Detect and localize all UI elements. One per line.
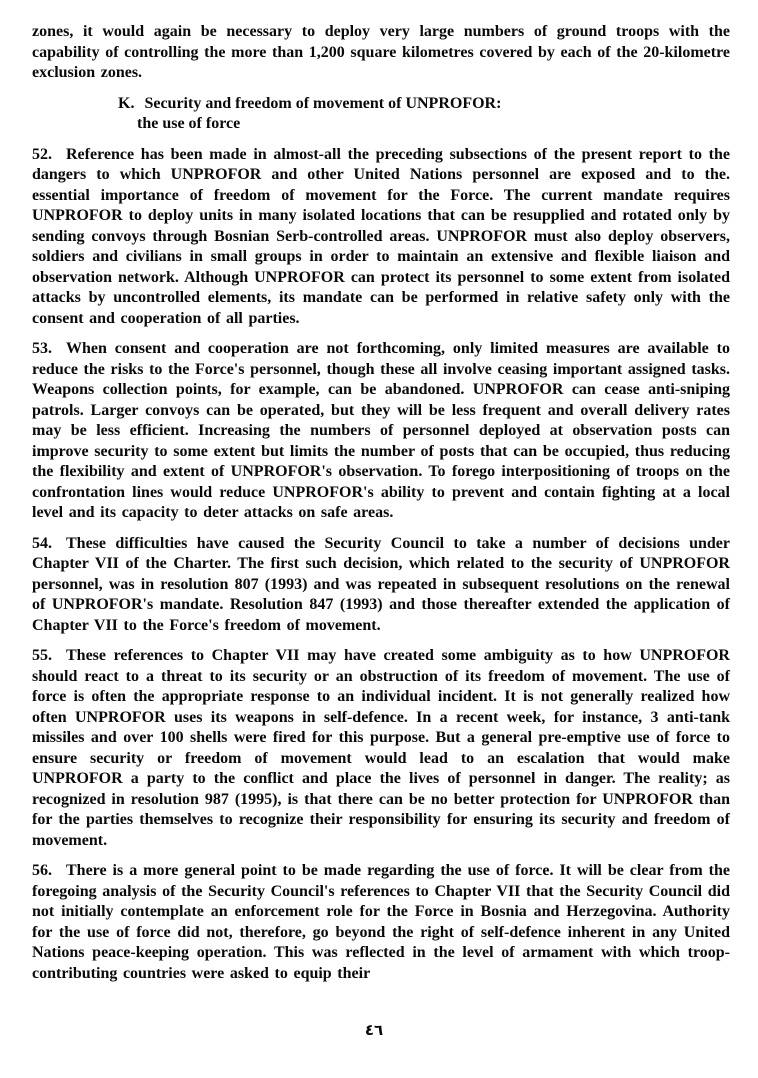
paragraph-54-number: 54. [32,534,52,552]
paragraph-56 [32,861,730,984]
continuation-paragraph [32,22,730,84]
paragraph-54 [32,534,730,637]
paragraph-55-number: 55. [32,647,52,664]
section-heading [118,94,730,135]
paragraph-52 [32,145,730,330]
section-heading-line1 [118,94,730,115]
paragraph-52-number: 52. [32,145,52,163]
page-number: ٤٦ [364,1021,384,1039]
continuation-paragraph-text: zones, it would again be necessary to deploy very large numbers of ground troops with the capability of controlling the more than 1,200 square kilometres covered by each of the 20-kilometre exclusion zones. [32,23,730,81]
paragraph-54-text: These difficulties have caused the Security Council to take a number of decisions under Chapter VII of the Charter. The first such decision, which related to the security of UNPROFOR personnel, was in resolution 807 (1993) and was repeated in subsequent resolutions on the renewal of UNPROFOR's mandate. Resolution 847 (1993) and those thereafter extended the application of Chapter VII to the Force's freedom of movement. [32,534,730,634]
paragraph-55-text: These references to Chapter VII may have created some ambiguity as to how UNPROFOR should react to a threat to its security or an obstruction of its freedom of movement. The use of force is often the appropriate response to an individual incident. It is not generally realized how often UNPROFOR uses its weapons in self-defence. In a recent week, for instance, 3 anti-tank missiles and over 100 shells were fired for this purpose. But a general pre-emptive use of force to ensure security or freedom of movement would lead to an escalation that would make UNPROFOR a party to the conflict and place the lives of personnel in danger. The reality; as recognized in resolution 987 (1995), is that there can be no better protection for UNPROFOR than for the parties themselves to recognize their responsibility for ensuring its security and freedom of movement. [32,647,730,849]
paragraph-56-number: 56. [32,862,52,879]
paragraph-52-text: Reference has been made in almost-all the preceding subsections of the present report to the dangers to which UNPROFOR and other United Nations personnel are exposed and to the. essential importance of freedom of movement for the Force. The current mandate requires UNPROFOR to deploy units in many isolated locations that can be resupplied and rotated only by sending convoys through Bosnian Serb-controlled areas. UNPROFOR must also deploy observers, soldiers and civilians in small groups in order to maintain an extensive and flexible liaison and observation network. Although UNPROFOR can protect its personnel to some extent from isolated attacks by uncontrolled elements, its mandate can be performed in relative safety only with the consent and cooperation of all parties. [32,145,730,327]
paragraph-53-number: 53. [32,340,52,357]
section-heading-label: K. [118,94,135,112]
section-heading-line2: the use of force [137,115,241,132]
document-body [32,22,730,984]
paragraph-53 [32,339,730,524]
section-heading-title: Security and freedom of movement of UNPROFOR: [144,94,502,112]
paragraph-56-text: There is a more general point to be made regarding the use of force. It will be clear from the foregoing analysis of the Security Council's references to Chapter VII that the Security Council did not initially contemplate an enforcement role for the Force in Bosnia and Herzegovina. Authority for the use of force did not, therefore, go beyond the right of self-defence inherent in any United Nations peace-keeping operation. This was reflected in the level of armament with which troop-contributing countries were asked to equip their [32,862,730,982]
paragraph-53-text: When consent and cooperation are not forthcoming, only limited measures are available to reduce the risks to the Force's personnel, though these all involve ceasing important assigned tasks. Weapons collection points, for example, can be abandoned. UNPROFOR can cease anti-sniping patrols. Larger convoys can be operated, but they will be less frequent and overall delivery rates may be less efficient. Increasing the numbers of personnel deployed at observation posts can improve security to some extent but limits the number of posts that can be occupied, thus reducing the flexibility and extent of UNPROFOR's observation. To forego interpositioning of troops on the confrontation lines would reduce UNPROFOR's ability to prevent and contain fighting at a local level and its capacity to deter attacks on safe areas. [32,340,730,521]
paragraph-55 [32,646,730,851]
